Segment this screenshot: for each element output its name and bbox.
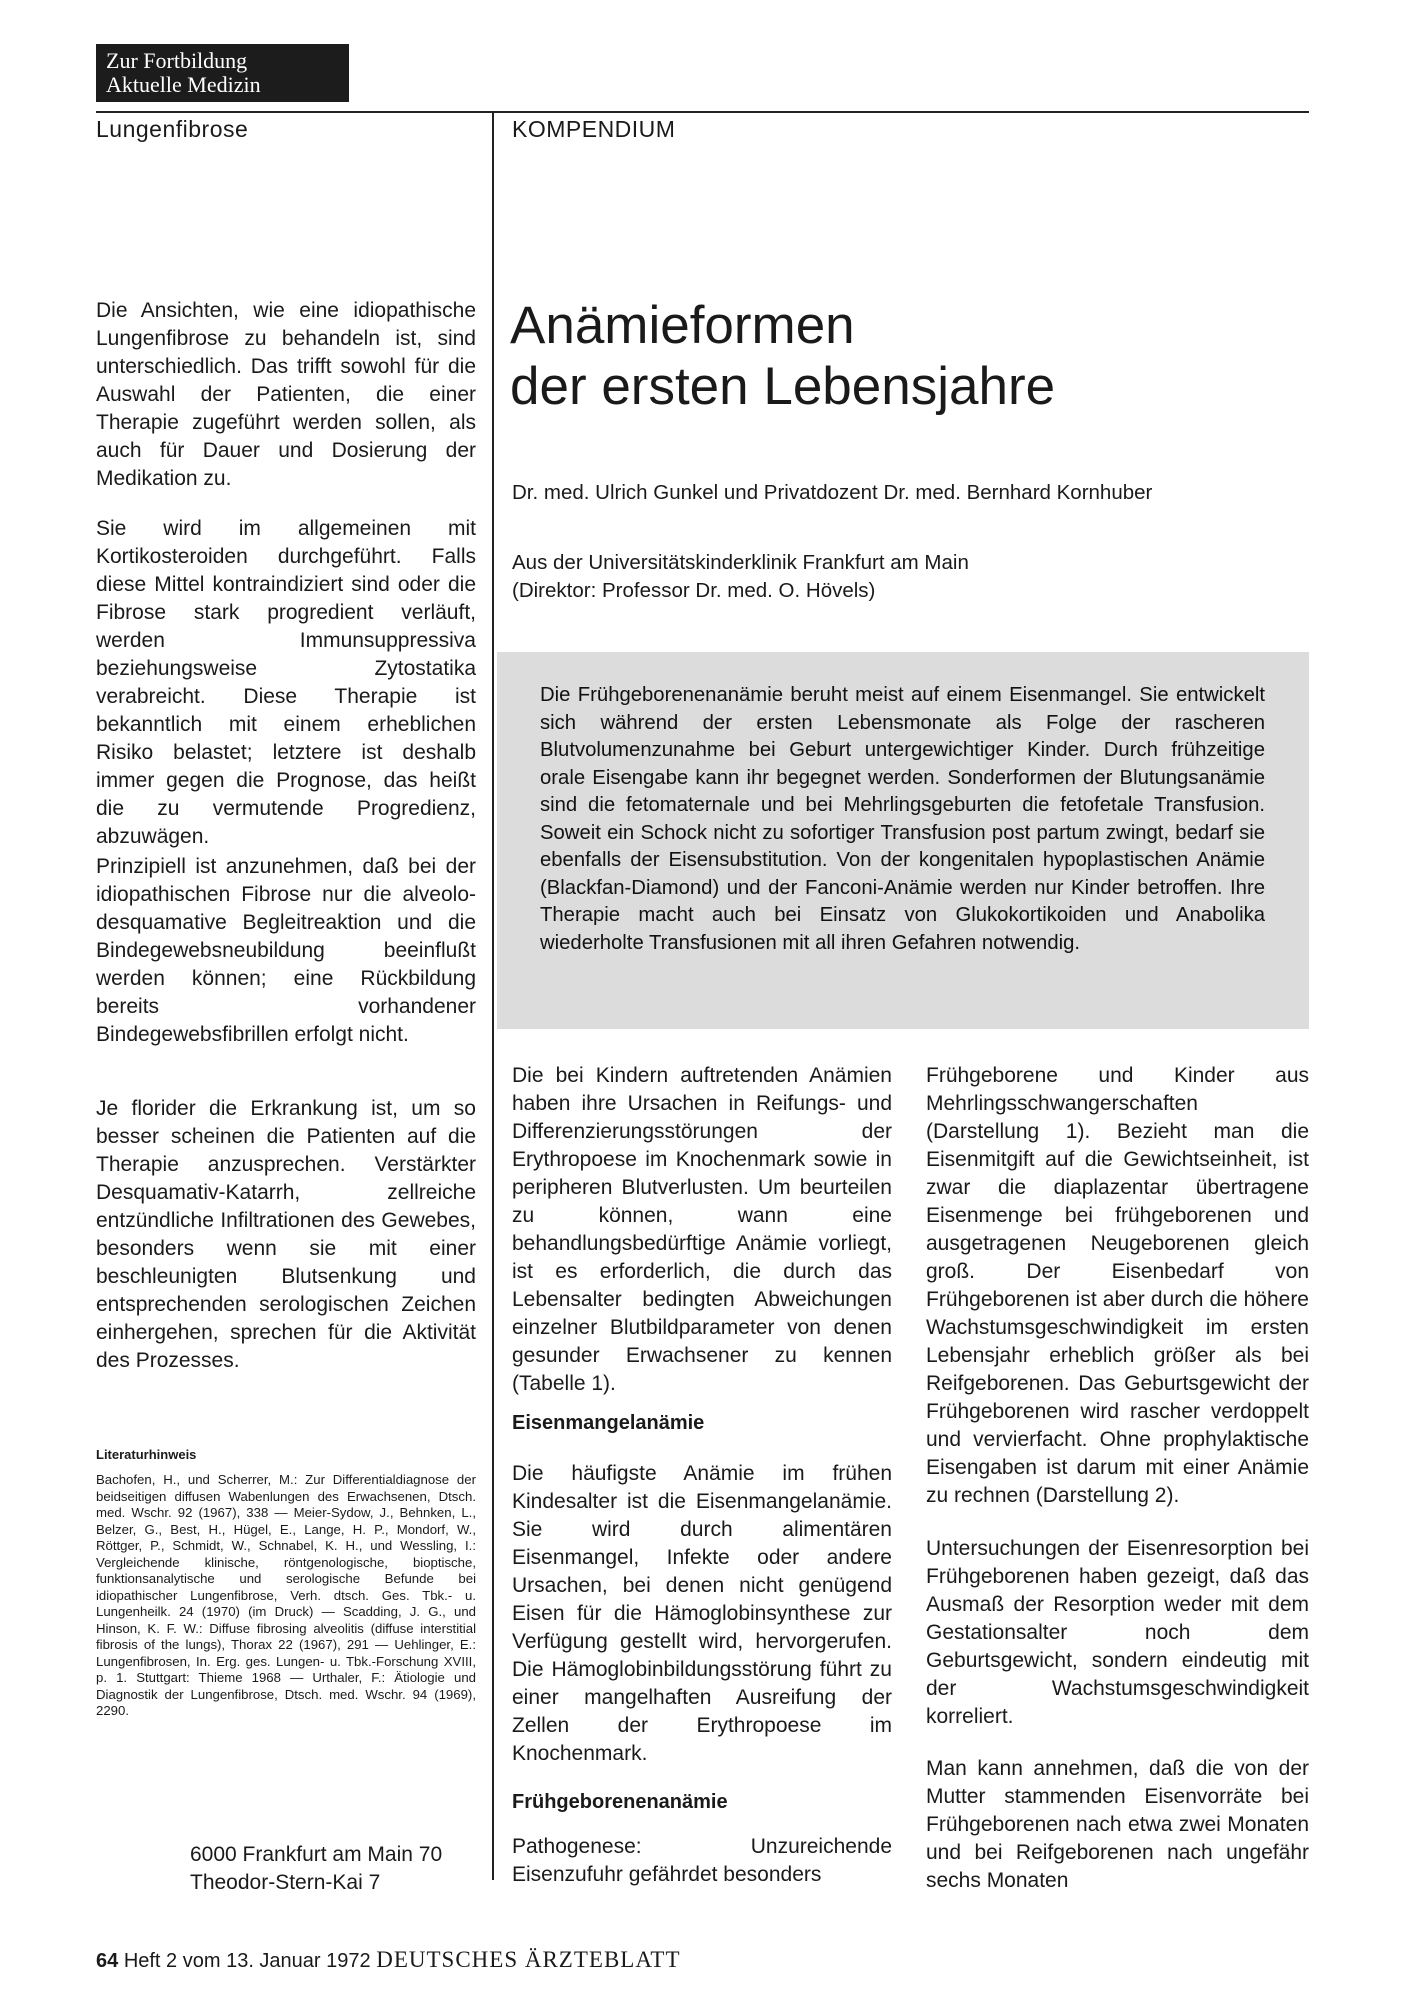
- section-label-box: [96, 44, 349, 102]
- institution-line-2: (Direktor: Professor Dr. med. O. Hövels): [512, 579, 876, 602]
- column2-paragraph-2: Untersuchungen der Eisenresorption bei Frühgeborenen haben gezeigt, daß das Ausmaß der Resorption weder mit dem Gestationsalter noch dem Geburtsgewicht, sondern eindeutig mit der Wachstumsgeschwindigkeit korreliert.: [926, 1537, 1309, 1728]
- header-rule: [96, 111, 1309, 113]
- column-divider: [492, 112, 494, 1880]
- column1-heading-eisenmangel: Eisenmangelanämie: [512, 1412, 705, 1434]
- address-line-1: 6000 Frankfurt am Main 70: [190, 1843, 443, 1866]
- section-label-line2: Aktuelle Medizin: [106, 72, 261, 97]
- address-line-2: Theodor-Stern-Kai 7: [190, 1871, 381, 1894]
- column1-paragraph-1: Die bei Kindern auftretenden Anämien haben ihre Ursachen in Reifungs- und Differenzierungsstörungen der Erythropoese im Knochenmark sowie in peripheren Blutverlusten. Um beurteilen zu können, wann eine behandlungsbedürftige Anämie vorliegt, ist es erforderlich, die durch das Lebensalter bedingten Abweichungen einzelner Blutbildparameter von denen gesunder Erwachsener zu kennen (Tabelle 1).: [512, 1064, 892, 1395]
- page-footer: [96, 1947, 681, 1973]
- left-paragraph-4: Je florider die Erkrankung ist, um so besser scheinen die Patienten auf die Therapie anzusprechen. Verstärkter Desquamativ-Katarrh, zellreiche entzündliche Infiltrationen des Gewebes, besonders wenn sie mit einer beschleunigten Blutsenkung und entsprechenden serologischen Zeichen einhergehen, sprechen für die Aktivität des Prozesses.: [96, 1097, 476, 1372]
- column1-heading-fruehgeborenen: Frühgeborenenanämie: [512, 1791, 728, 1813]
- column2-paragraph-3: Man kann annehmen, daß die von der Mutter stammenden Eisenvorräte bei Frühgeborenen nach etwa zwei Monaten und bei Reifgeborenen nach ungefähr sechs Monaten: [926, 1757, 1309, 1892]
- journal-name: DEUTSCHES ÄRZTEBLATT: [376, 1947, 681, 1972]
- literature-references: Bachofen, H., und Scherrer, M.: Zur Differentialdiagnose der beidseitigen diffusen Wabenlungen des Erwachsenen, Dtsch. med. Wschr. 92 (1967), 338 — Meier-Sydow, J., Behnken, L., Belzer, G., Best, H., Hügel, E., Lange, H. P., Mondorf, W., Röttger, P., Schmidt, W., Schnabel, K. H., und Wessling, I.: Vergleichende klinische, röntgenologische, bioptische, funktionsanalytische und serologische Befunde bei idiopathischer Lungenfibrose, Verh. dtsch. Ges. Tbk.- u. Lungenheilk. 24 (1970) (im Druck) — Scadding, J. G., und Hinson, K. F. W.: Diffuse fibrosing alveolitis (diffuse interstitial fibrosis of the lungs), Thorax 22 (1967), 291 — Uehlinger, E.: Lungenfibrosen, In. Erg. ges. Lungen- u. Tbk.-Forschung XVIII, p. 1. Stuttgart: Thieme 1968 — Urthaler, F.: Ätiologie und Diagnostik der Lungenfibrose, Dtsch. med. Wschr. 94 (1969), 2290.: [96, 1472, 476, 1718]
- column2-paragraph-1: Frühgeborene und Kinder aus Mehrlingsschwangerschaften (Darstellung 1). Bezieht man die Eisenmitgift auf die Gewichtseinheit, ist zwar die diaplazentar übertragene Eisenmenge bei frühgeborenen und ausgetragenen Neugeborenen gleich groß. Der Eisenbedarf von Frühgeborenen ist aber durch die höhere Wachstumsgeschwindigkeit im ersten Lebensjahr erheblich größer als bei Reifgeborenen. Das Geburtsgewicht der Frühgeborenen wird rascher verdoppelt und vervierfacht. Ohne prophylaktische Eisengaben ist darum mit einer Anämie zu rechnen (Darstellung 2).: [926, 1064, 1309, 1507]
- left-paragraph-3: Prinzipiell ist anzunehmen, daß bei der idiopathischen Fibrose nur die alveolo-desquamative Begleitreaktion und die Bindegewebsneubildung beeinflußt werden können; eine Rückbildung bereits vorhandener Bindegewebsfibrillen erfolgt nicht.: [96, 855, 476, 1046]
- right-section-title: KOMPENDIUM: [512, 116, 676, 142]
- page-number: 64: [96, 1950, 119, 1972]
- abstract-text: Die Frühgeborenenanämie beruht meist auf einem Eisenmangel. Sie entwickelt sich während der ersten Lebensmonate als Folge der rascheren Blutvolumenzunahme bei Geburt untergewichtiger Kinder. Durch frühzeitige orale Eisengabe kann ihr begegnet werden. Sonderformen der Blutungsanämie sind die fetomaternale und bei Mehrlingsgeburten die fetofetale Transfusion. Soweit ein Schock nicht zu sofortiger Transfusion post partum zwingt, bedarf sie ebenfalls der Eisensubstitution. Von der kongenitalen hypoplastischen Anämie (Blackfan-Diamond) und der Fanconi-Anämie werden nur Kinder betroffen. Ihre Therapie macht auch bei Einsatz von Glukokortikoiden und Anabolika wiederholte Transfusionen mit all ihren Gefahren notwendig.: [540, 684, 1265, 954]
- article-title-line-1: Anämieformen: [510, 296, 855, 355]
- column1-paragraph-3: Pathogenese: Unzureichende Eisenzufuhr gefährdet besonders: [512, 1835, 892, 1886]
- institution-line-1: Aus der Universitätskinderklinik Frankfurt am Main: [512, 551, 969, 574]
- literature-heading: Literaturhinweis: [96, 1447, 197, 1462]
- left-paragraph-1: Die Ansichten, wie eine idiopathische Lungenfibrose zu behandeln ist, sind unterschiedlich. Das trifft sowohl für die Auswahl der Patienten, die einer Therapie zugeführt werden sollen, als auch für Dauer und Dosierung der Medikation zu.: [96, 299, 476, 490]
- section-label-line1: Zur Fortbildung: [106, 48, 248, 73]
- left-paragraph-2: Sie wird im allgemeinen mit Kortikosteroiden durchgeführt. Falls diese Mittel kontraindiziert sind oder die Fibrose stark progredient verläuft, werden Immunsuppressiva beziehungsweise Zytostatika verabreicht. Diese Therapie ist bekanntlich mit einem erheblichen Risiko belastet; letztere ist deshalb immer gegen die Prognose, das heißt die zu vermutende Progredienz, abzuwägen.: [96, 517, 476, 848]
- abstract-box: [497, 652, 1309, 1029]
- article-title-line-2: der ersten Lebensjahre: [510, 357, 1056, 416]
- left-section-title: Lungenfibrose: [96, 116, 249, 142]
- article-authors: Dr. med. Ulrich Gunkel und Privatdozent Dr. med. Bernhard Kornhuber: [512, 481, 1153, 504]
- column1-paragraph-2: Die häufigste Anämie im frühen Kindesalter ist die Eisenmangelanämie. Sie wird durch alimentären Eisenmangel, Infekte oder andere Ursachen, bei denen nicht genügend Eisen für die Hämoglobinsynthese zur Verfügung gestellt wird, hervorgerufen. Die Hämoglobinbildungsstörung führt zu einer mangelhaften Ausreifung der Zellen der Erythropoese im Knochenmark.: [512, 1462, 892, 1765]
- issue-info: Heft 2 vom 13. Januar 1972: [123, 1950, 371, 1972]
